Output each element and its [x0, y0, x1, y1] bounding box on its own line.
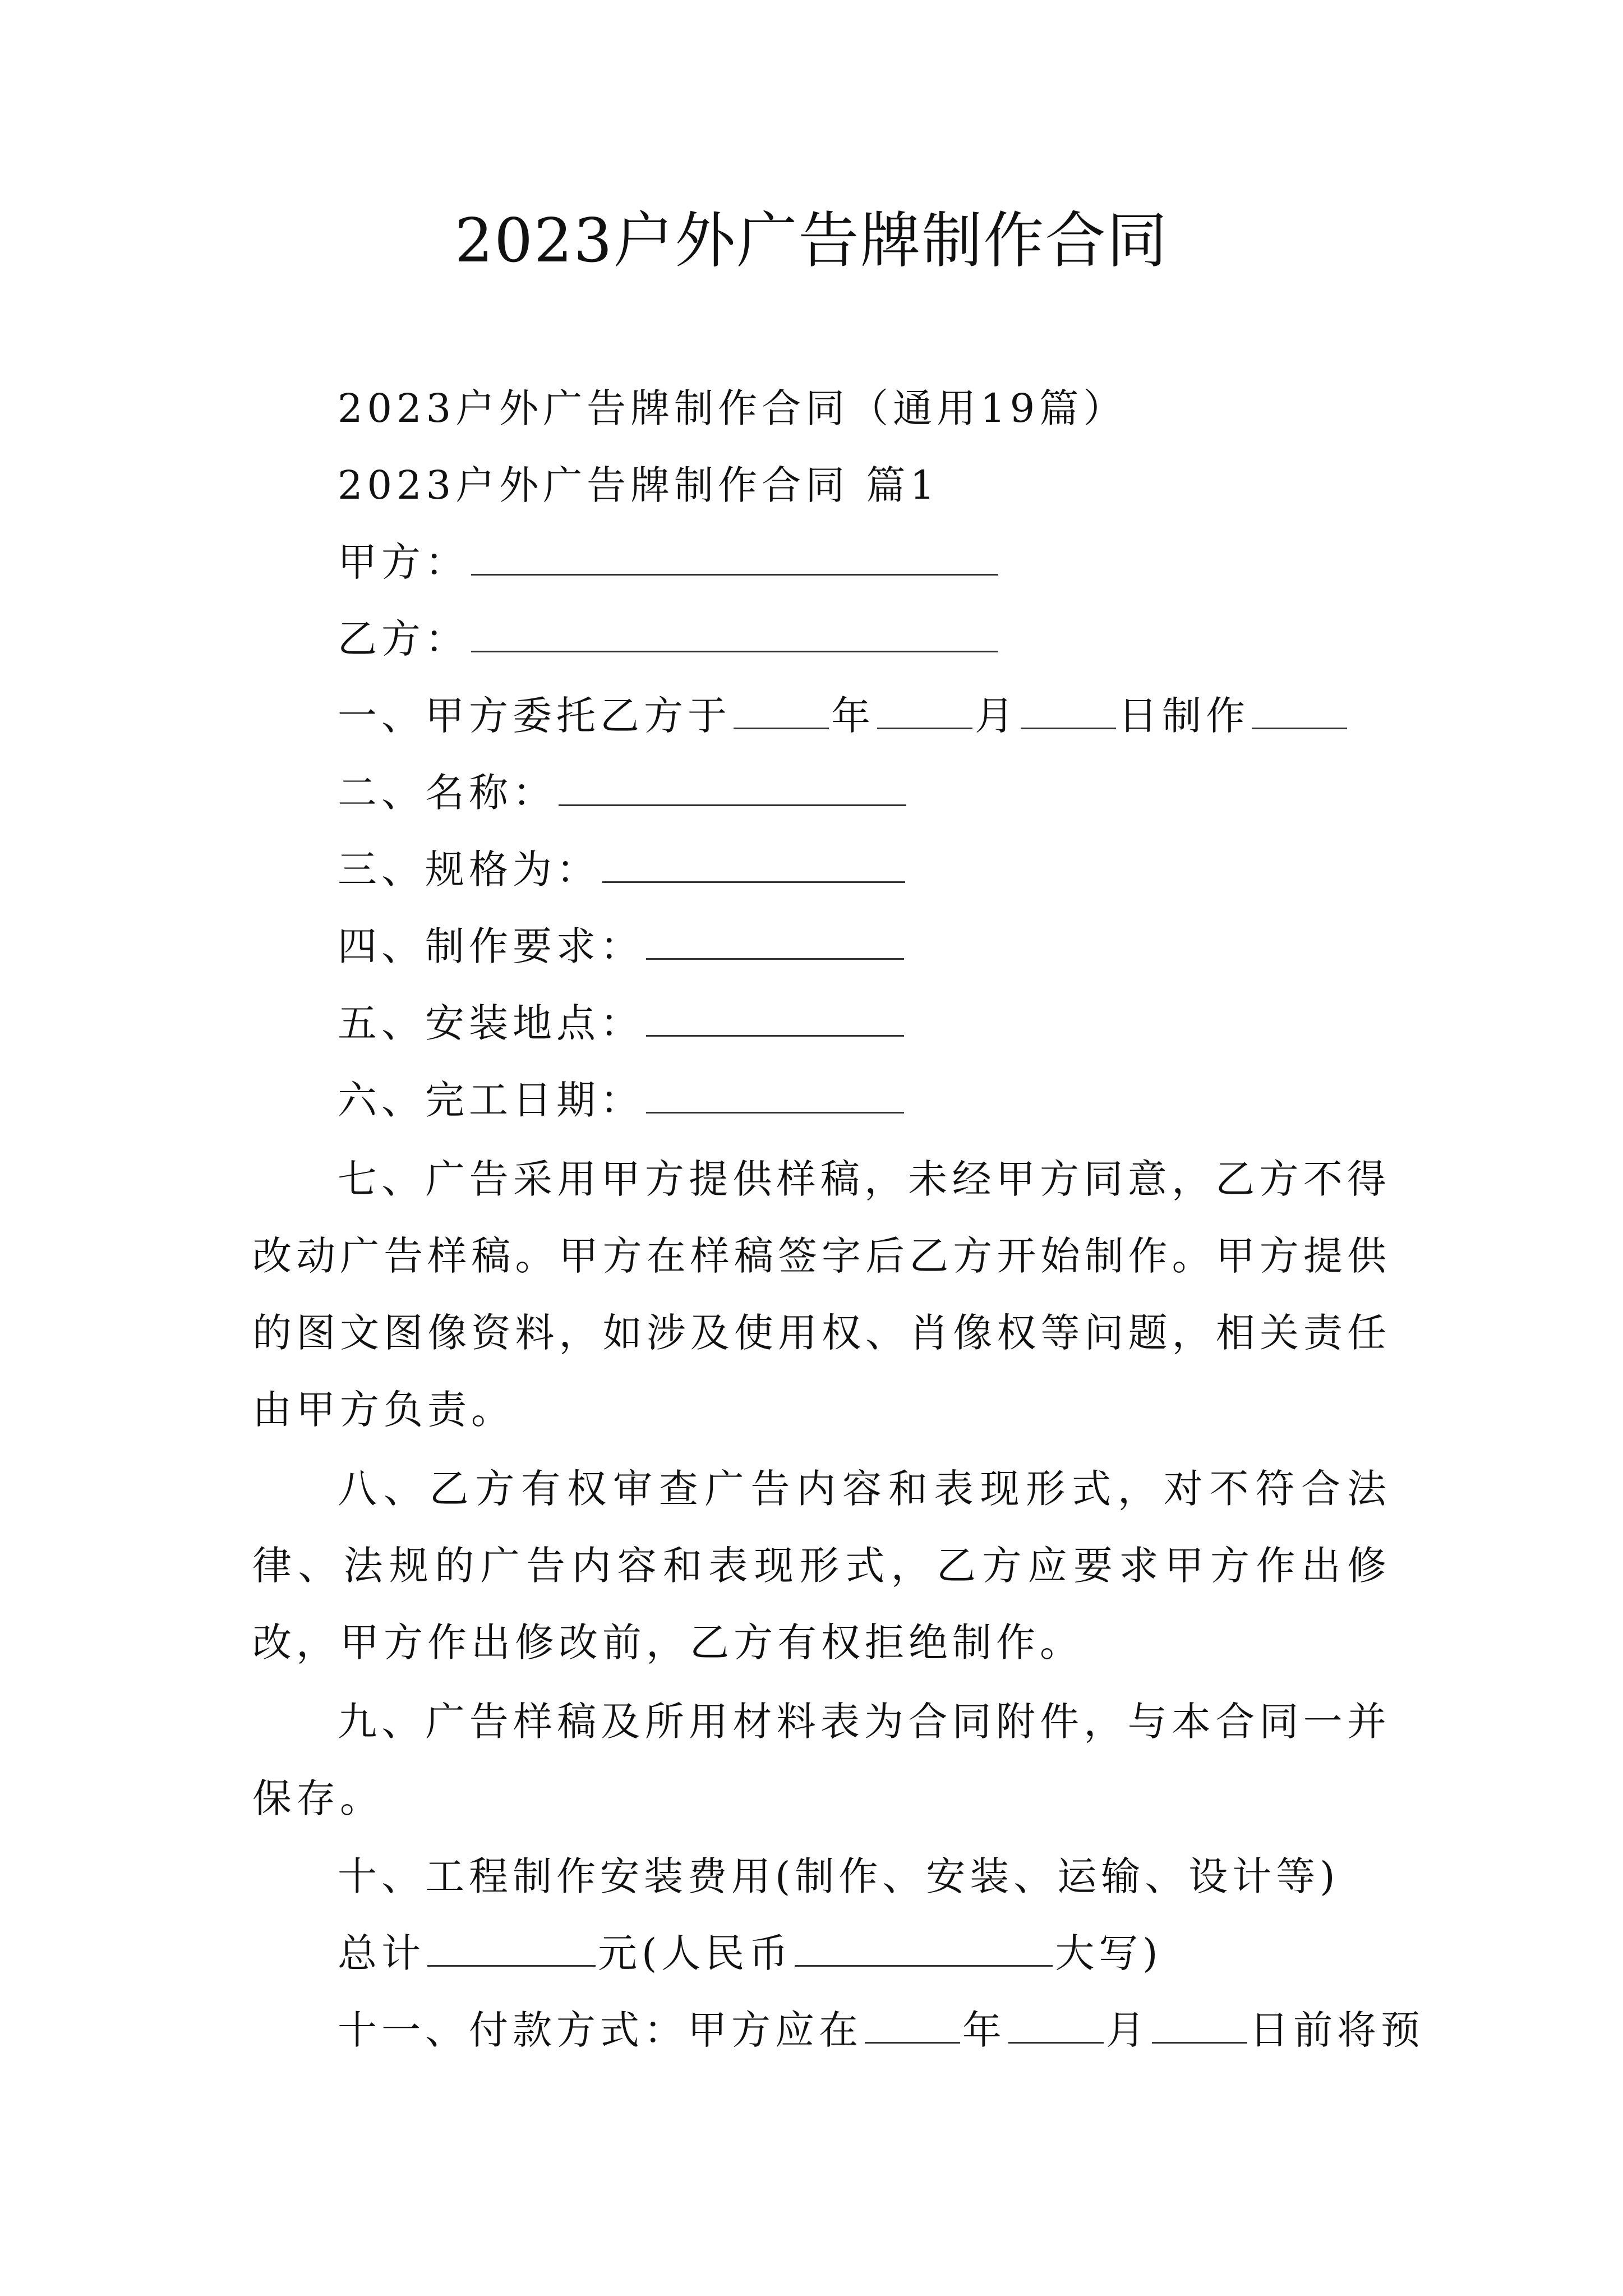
- document-body: [252, 370, 1424, 2069]
- subtitle: 2023户外广告牌制作合同（通用19篇）: [338, 385, 1127, 431]
- clause-8: 八、乙方有权审查广告内容和表现形式，对不符合法律、法规的广告内容和表现形式，乙方应要求甲方作出修改，甲方作出修改前，乙方有权拒绝制作。: [252, 1466, 1391, 1665]
- item-blank: [1252, 693, 1347, 729]
- total-prefix: 总计: [338, 1930, 425, 1976]
- total-line: [252, 1915, 1391, 1992]
- clause-1-text: 一、甲方委托乙方于: [338, 693, 731, 739]
- year-label: 年: [831, 693, 875, 739]
- clause-11: [252, 1992, 1424, 2069]
- pay-month-label: 月: [1106, 2007, 1150, 2053]
- pay-year-blank: [865, 2007, 960, 2044]
- clause-4-label: 四、制作要求：: [338, 923, 644, 969]
- clause-11-prefix: 十一、付款方式：甲方应在: [338, 2007, 863, 2053]
- clause-1: [252, 678, 1391, 754]
- clause-5-label: 五、安装地点：: [338, 1000, 644, 1046]
- party-b-blank: [471, 616, 998, 652]
- amount-blank: [427, 1930, 596, 1967]
- year-blank: [734, 693, 829, 729]
- clause-11-suffix: 日前将预: [1249, 2007, 1424, 2053]
- party-a-blank: [471, 539, 998, 576]
- day-blank: [1021, 693, 1116, 729]
- party-a-line: [252, 524, 1391, 601]
- capital-amount-blank: [795, 1930, 1053, 1967]
- completion-date-blank: [646, 1077, 904, 1114]
- name-blank: [559, 770, 906, 806]
- section-heading: 2023户外广告牌制作合同 篇1: [338, 462, 939, 508]
- clause-9: 九、广告样稿及所用材料表为合同附件，与本合同一并保存。: [252, 1699, 1391, 1821]
- clause-2: [252, 754, 1391, 831]
- requirement-blank: [646, 923, 904, 960]
- clause-10: 十、工程制作安装费用(制作、安装、运输、设计等): [338, 1853, 1340, 1899]
- pay-year-label: 年: [962, 2007, 1006, 2053]
- document-title: 2023户外广告牌制作合同: [454, 206, 1169, 276]
- day-make-label: 日制作: [1118, 693, 1249, 739]
- clause-3: [252, 831, 1391, 908]
- clause-7: 七、广告采用甲方提供样稿，未经甲方同意，乙方不得改动广告样稿。甲方在样稿签字后乙方开始制作。甲方提供的图文图像资料，如涉及使用权、肖像权等问题，相关责任由甲方负责。: [252, 1156, 1391, 1433]
- party-b-label: 乙方：: [338, 616, 469, 662]
- location-blank: [646, 1000, 904, 1037]
- yuan-label: 元(人民币: [598, 1930, 793, 1976]
- spec-blank: [602, 846, 905, 883]
- clause-6-label: 六、完工日期：: [338, 1077, 644, 1123]
- clause-6: [252, 1062, 1391, 1139]
- clause-4: [252, 908, 1391, 985]
- month-blank: [877, 693, 972, 729]
- pay-month-blank: [1008, 2007, 1104, 2044]
- party-a-label: 甲方：: [338, 539, 469, 585]
- party-b-line: [252, 601, 1391, 678]
- clause-2-label: 二、名称：: [338, 770, 556, 816]
- capital-label: 大写): [1055, 1930, 1163, 1976]
- month-label: 月: [975, 693, 1018, 739]
- clause-5: [252, 985, 1391, 1062]
- clause-3-label: 三、规格为：: [338, 846, 600, 892]
- pay-day-blank: [1152, 2007, 1247, 2044]
